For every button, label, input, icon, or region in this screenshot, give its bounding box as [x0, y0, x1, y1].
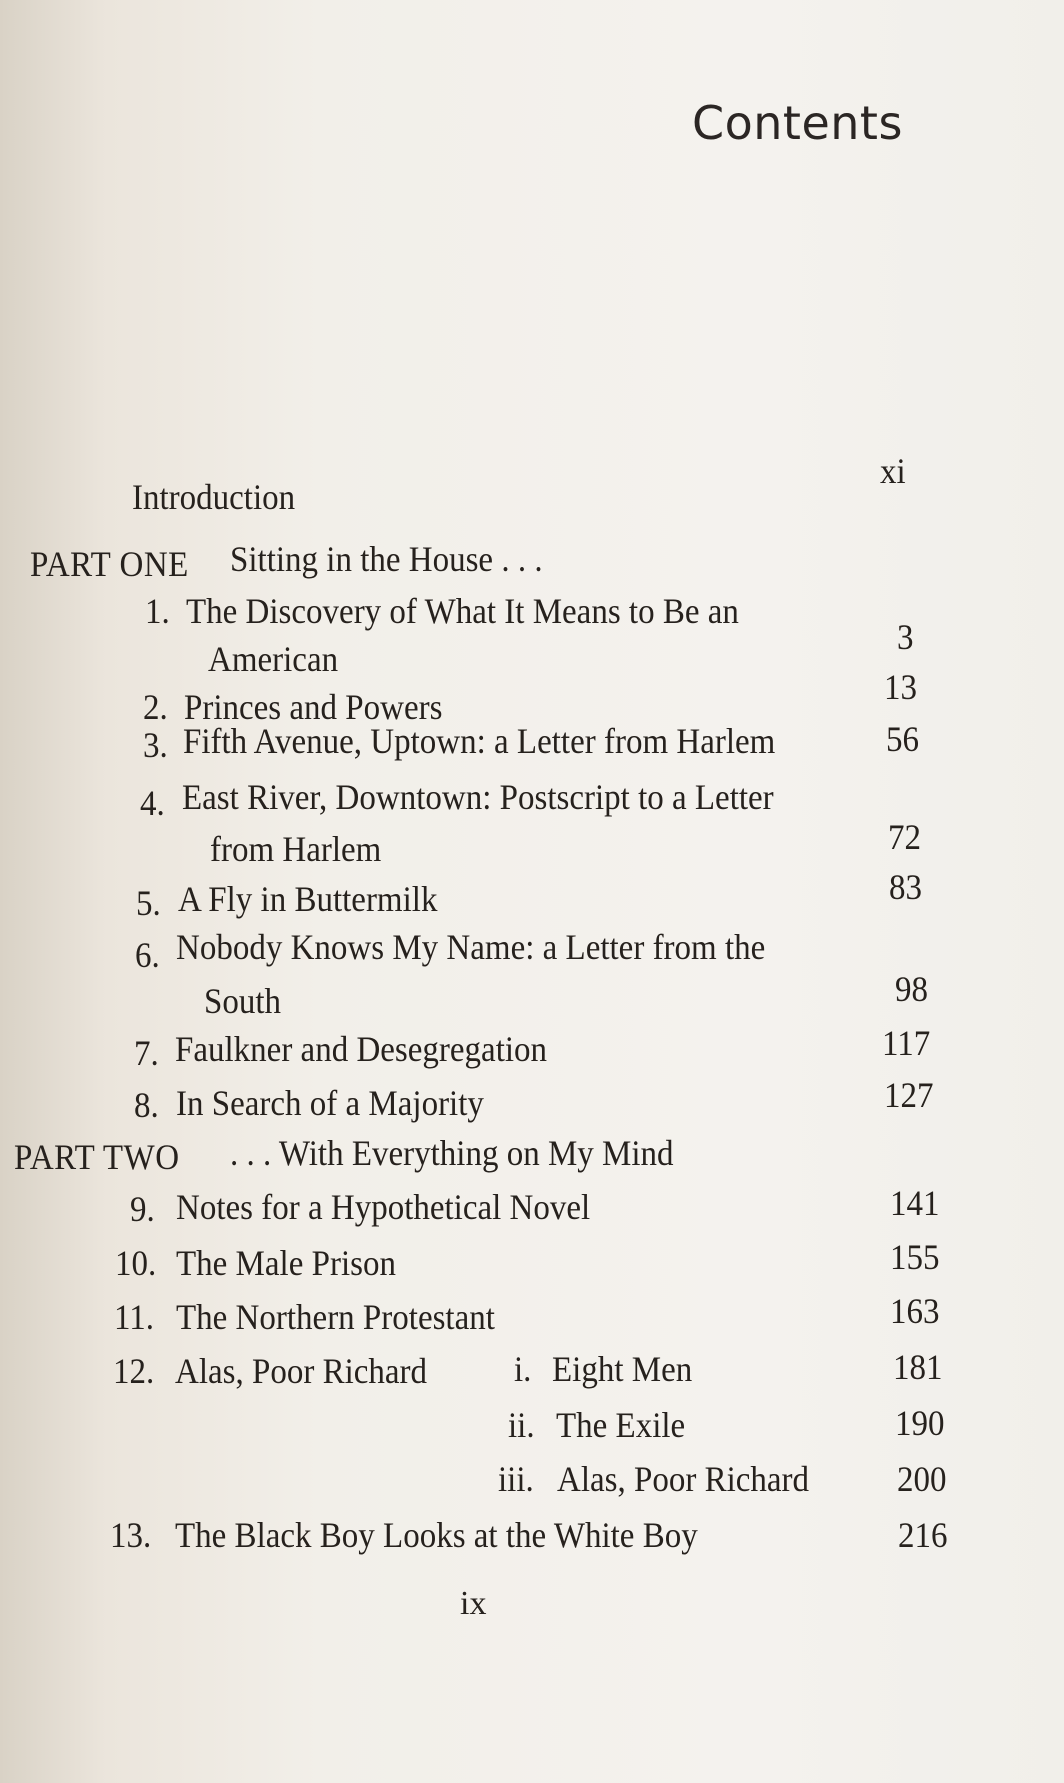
toc-entry-page: 155 — [890, 1238, 940, 1278]
toc-subentry-title: The Exile — [556, 1406, 686, 1446]
part-one-title: Sitting in the House . . . — [230, 540, 543, 580]
toc-subentry-title: Alas, Poor Richard — [557, 1460, 810, 1500]
toc-entry-page: 216 — [898, 1516, 948, 1556]
page-number: ix — [460, 1585, 487, 1622]
toc-entry-title: Alas, Poor Richard — [175, 1352, 428, 1392]
toc-entry-page: 141 — [890, 1184, 940, 1224]
toc-entry-title: The Black Boy Looks at the White Boy — [175, 1516, 698, 1556]
toc-entry-page: 127 — [884, 1076, 934, 1116]
toc-subentry-title: Eight Men — [552, 1350, 693, 1390]
toc-entry-number: 8. — [134, 1086, 159, 1126]
toc-entry-page: 72 — [888, 818, 921, 858]
part-two-label: PART TWO — [14, 1138, 180, 1178]
toc-subentry-number: i. — [514, 1350, 532, 1390]
toc-entry-number: 13. — [110, 1516, 152, 1556]
page-title: Contents — [692, 96, 903, 150]
toc-entry-number: 5. — [136, 884, 161, 924]
toc-subentry-page: 181 — [893, 1348, 943, 1388]
toc-subentry-page: 200 — [897, 1460, 947, 1500]
toc-entry-title: In Search of a Majority — [176, 1084, 484, 1124]
toc-subentry-number: ii. — [508, 1406, 535, 1446]
toc-introduction-page: xi — [880, 452, 906, 492]
toc-entry-title-continued: South — [204, 982, 282, 1022]
toc-entry-title: The Male Prison — [176, 1244, 396, 1284]
toc-entry-page: 163 — [890, 1292, 940, 1332]
toc-subentry-page: 190 — [895, 1404, 945, 1444]
toc-entry-number: 10. — [115, 1244, 157, 1284]
toc-subentry-number: iii. — [498, 1460, 534, 1500]
part-two-title: . . . With Everything on My Mind — [230, 1134, 674, 1174]
toc-entry-number: 11. — [114, 1298, 155, 1338]
toc-entry-number: 6. — [135, 936, 160, 976]
toc-introduction-title: Introduction — [132, 478, 296, 518]
toc-entry-title: The Discovery of What It Means to Be an — [186, 592, 739, 632]
toc-entry-title: Faulkner and Desegregation — [175, 1030, 548, 1070]
toc-entry-title: The Northern Protestant — [176, 1298, 495, 1338]
toc-entry-number: 2. — [143, 688, 168, 728]
toc-entry-title-continued: from Harlem — [210, 830, 382, 870]
toc-entry-title-continued: American — [208, 640, 339, 680]
toc-entry-number: 1. — [145, 592, 170, 632]
toc-entry-number: 7. — [134, 1034, 159, 1074]
toc-entry-page: 3 — [897, 618, 914, 658]
toc-entry-number: 12. — [113, 1352, 155, 1392]
toc-entry-title: Princes and Powers — [184, 688, 443, 728]
toc-entry-page: 98 — [895, 970, 928, 1010]
toc-entry-title: East River, Downtown: Postscript to a Letter — [182, 778, 774, 818]
toc-entry-title: Fifth Avenue, Uptown: a Letter from Harlem — [183, 722, 776, 762]
toc-entry-page: 13 — [884, 668, 917, 708]
toc-entry-page: 56 — [886, 720, 919, 760]
toc-entry-title: Notes for a Hypothetical Novel — [176, 1188, 591, 1228]
toc-entry-page: 117 — [882, 1024, 931, 1064]
part-one-label: PART ONE — [30, 545, 189, 585]
toc-entry-page: 83 — [889, 868, 922, 908]
toc-entry-number: 4. — [140, 784, 165, 824]
toc-entry-number: 3. — [143, 726, 168, 766]
toc-entry-number: 9. — [130, 1190, 155, 1230]
toc-entry-title: A Fly in Buttermilk — [178, 880, 438, 920]
toc-entry-title: Nobody Knows My Name: a Letter from the — [176, 928, 766, 968]
